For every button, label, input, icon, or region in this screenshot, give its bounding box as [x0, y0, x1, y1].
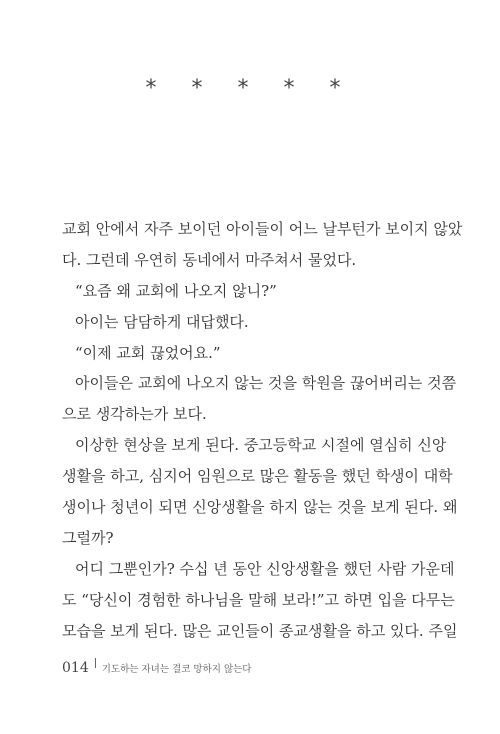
text-line: “요즘 왜 교회에 나오지 않니?”: [75, 281, 277, 300]
text-line: 아이는 담담하게 대답했다.: [75, 312, 249, 331]
text-line: “이제 교회 끊었어요.”: [75, 343, 221, 362]
text-line: 생활을 하고, 심지어 임원으로 많은 활동을 했던 학생이 대학: [62, 467, 453, 486]
text-line: 교회 안에서 자주 보이던 아이들이 어느 날부턴가 보이지 않았: [62, 220, 463, 238]
text-line: 다. 그런데 우연히 동네에서 마주쳐서 물었다.: [62, 250, 357, 269]
text-line: 이상한 현상을 보게 된다. 중고등학교 시절에 열심히 신앙: [75, 436, 447, 455]
body-text: [62, 214, 463, 646]
page-number: 014: [62, 660, 89, 676]
text-line: 으로 생각하는가 보다.: [62, 405, 207, 424]
page-footer: [62, 660, 251, 676]
footer-separator: [95, 658, 96, 668]
text-line: 생이나 청년이 되면 신앙생활을 하지 않는 것을 보게 된다. 왜: [62, 498, 458, 517]
text-line: 모습을 보게 된다. 많은 교인들이 종교생활을 하고 있다. 주일: [62, 621, 458, 640]
text-line: 도 “당신이 경험한 하나님을 말해 보라!”고 하면 입을 다무는: [62, 590, 455, 609]
running-book-title: 기도하는 자녀는 결코 망하지 않는다: [101, 664, 252, 675]
text-line: 어디 그뿐인가? 수십 년 동안 신앙생활을 했던 사람 가운데: [75, 559, 455, 578]
text-line: 아이들은 교회에 나오지 않는 것을 학원을 끊어버리는 것쯤: [75, 374, 457, 393]
text-line: 그럴까?: [62, 528, 114, 547]
section-divider: * * * * *: [145, 76, 355, 101]
